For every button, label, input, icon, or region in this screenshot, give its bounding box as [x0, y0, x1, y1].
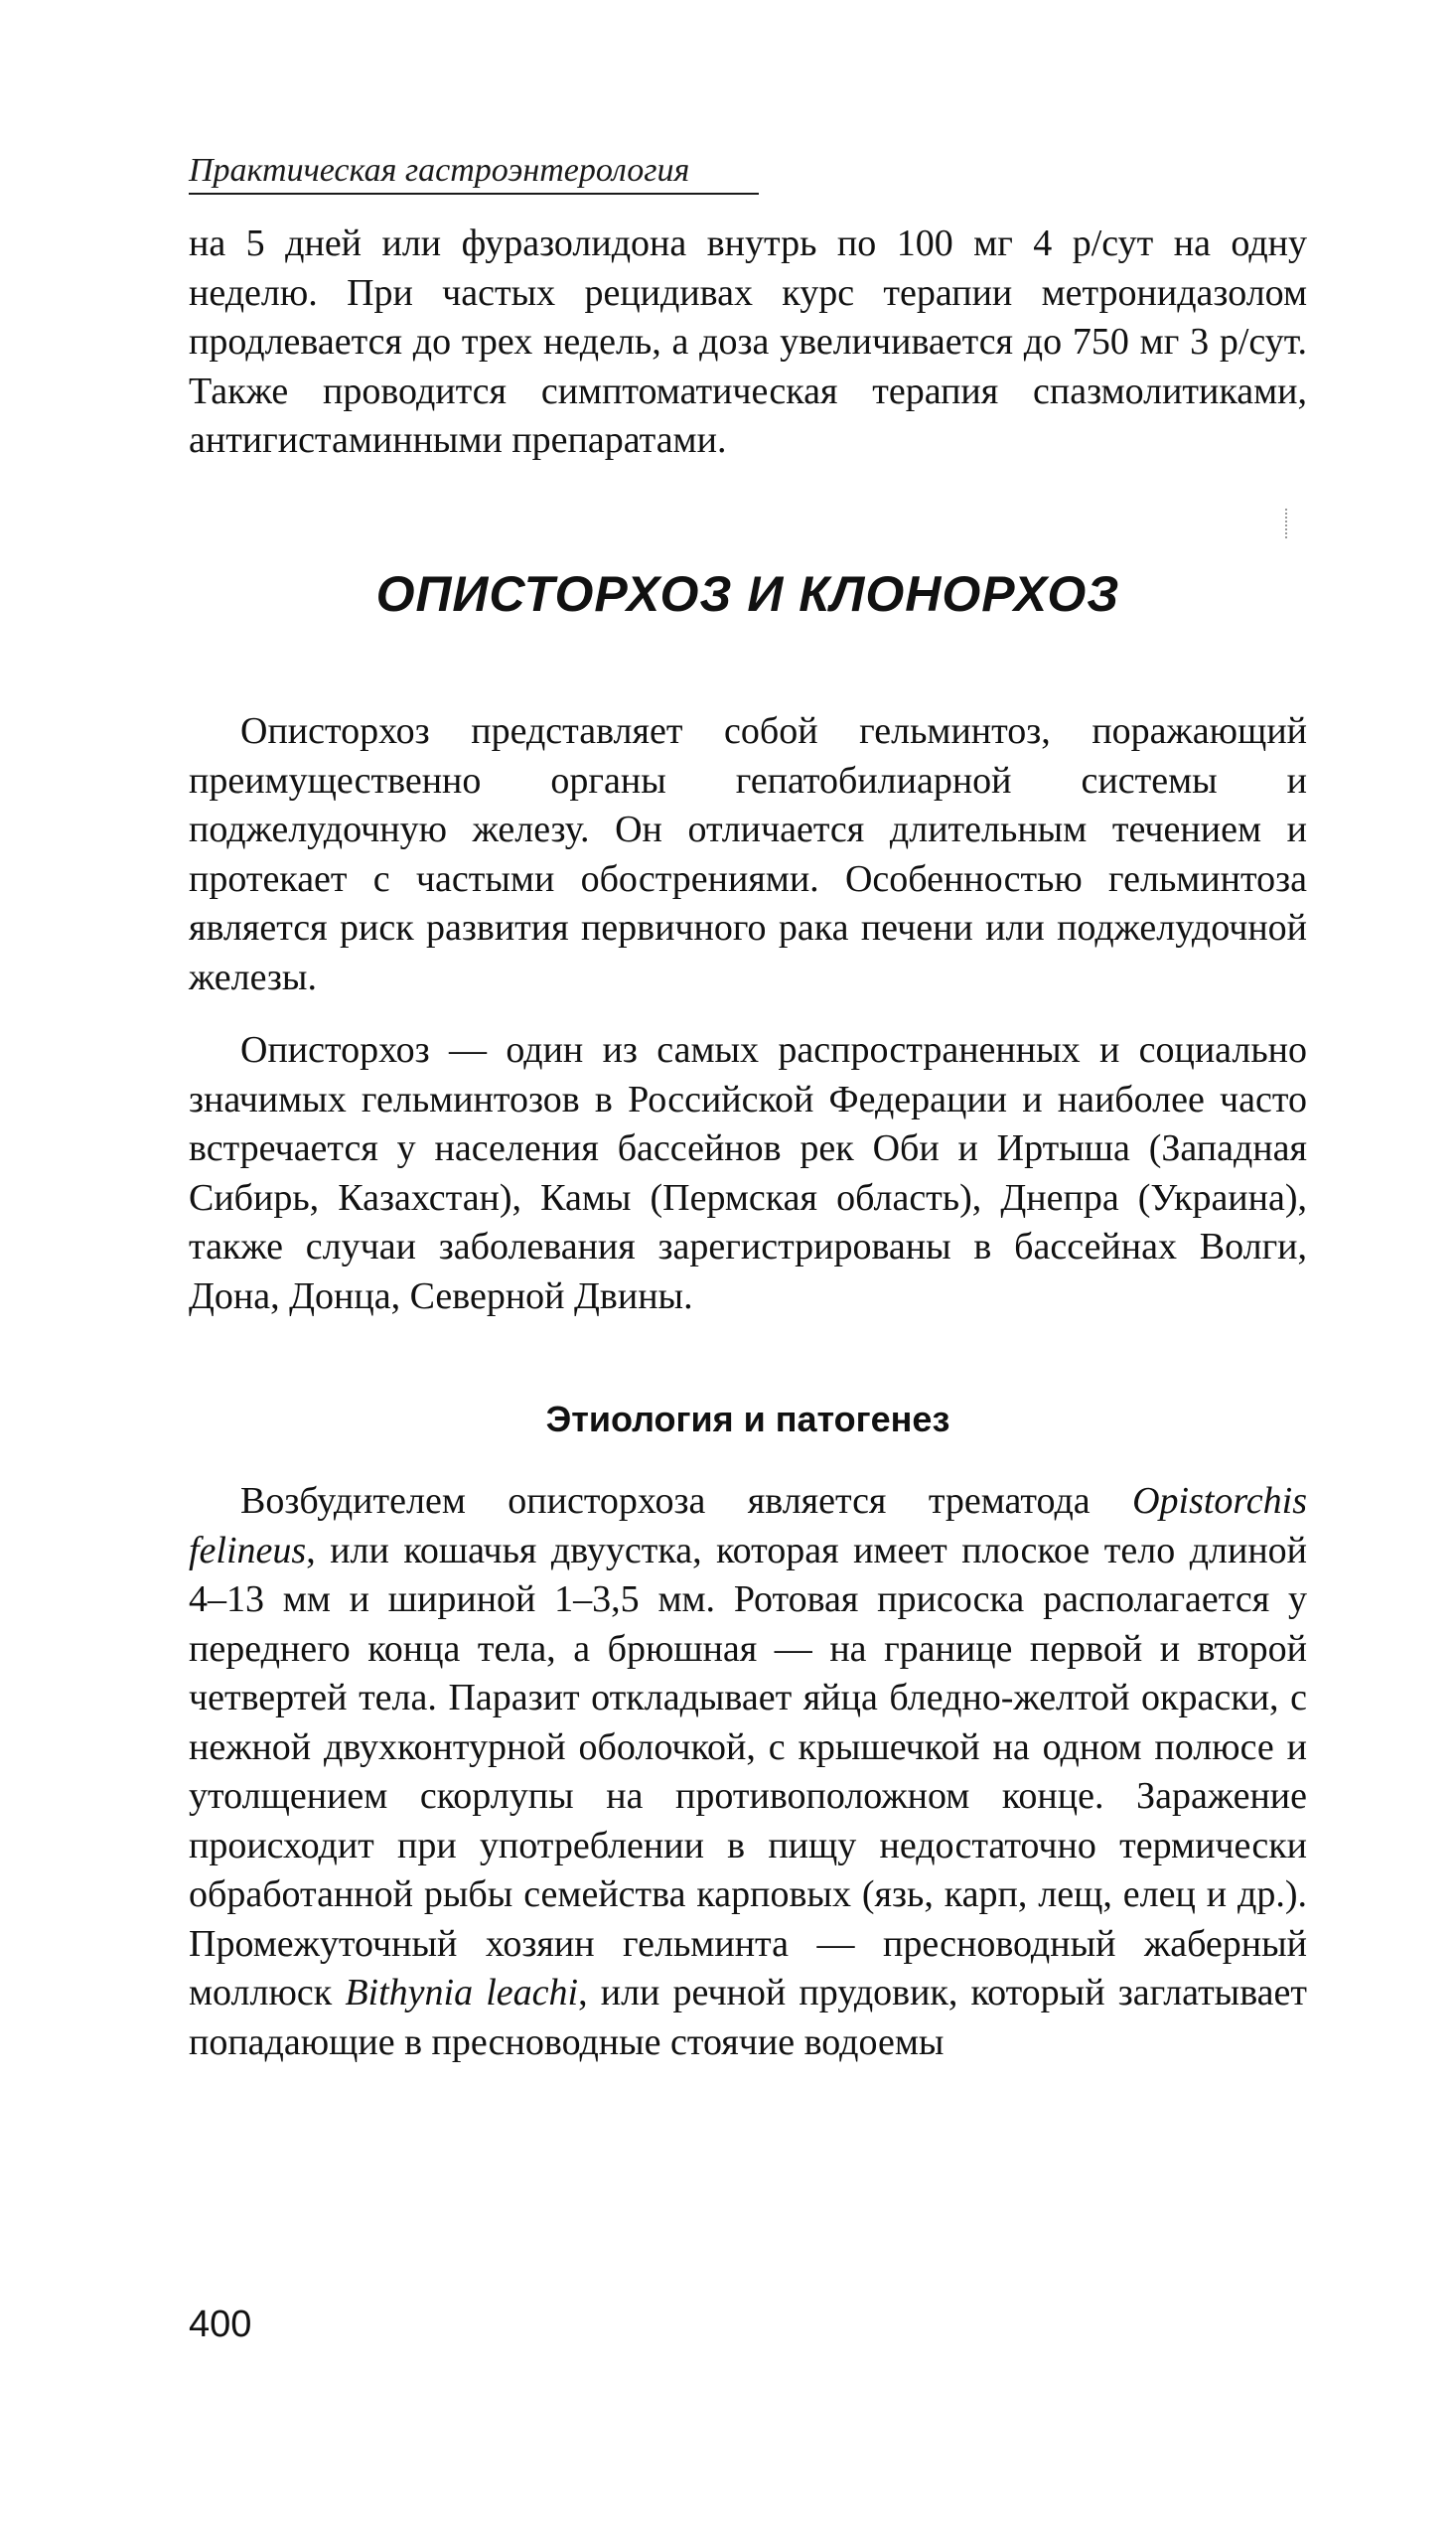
etiology-text-part-3: , или речной прудовик, который заглатывает попадающие в пресноводные стоячие водоемы	[189, 1972, 1307, 2063]
page-number: 400	[189, 2304, 252, 2345]
running-head: Практическая гастроэнтерология	[189, 151, 759, 195]
section-title: ОПИСТОРХОЗ И КЛОНОРХОЗ	[375, 566, 1120, 622]
intro-text	[189, 220, 1307, 466]
intro-paragraph: на 5 дней или фуразолидона внутрь по 100 мг 4 р/сут на одну неделю. При частых рецидивах курс терапии метронидазолом продлевается до трех недель, а доза увеличивается до 750 мг 3 р/сут. Также проводится симптоматическая терапия спазмолитиками, антигистаминными препаратами.	[189, 223, 1307, 461]
latin-species-name-1: Opistorchis felineus	[189, 1480, 1307, 1571]
paragraph-definition: Описторхоз представляет собой гельминтоз, поражающий преимущественно органы гепатобилиарной системы и поджелудочную железу. Он отличается длительным течением и протекает с частыми обострениями. Особенностью гельминтоза является риск развития первичного рака печени или поджелудочной железы.	[189, 710, 1307, 998]
section-body	[189, 707, 1307, 1321]
subsection-title: Этиология и патогенез	[545, 1399, 950, 1439]
etiology-text-part-2: , или кошачья двуустка, которая имеет плоское тело длиной 4–13 мм и шириной 1–3,5 мм. Ротовая присоска располагается у переднего конца тела, а брюшная — на границе первой и второй четвертей тела. Паразит откладывает яйца бледно-желтой окраски, с нежной двухконтурной оболочкой, с крышечкой на одном полюсе и утолщением скорлупы на противоположном конце. Заражение происходит при употреблении в пищу недостаточно термически обработанной рыбы семейства карповых (язь, карп, лещ, елец и др.). Промежуточный хозяин гельминта — пресноводный жаберный моллюск	[189, 1529, 1307, 2013]
paragraph-prevalence: Описторхоз — один из самых распространенных и социально значимых гельминтозов в Российской Федерации и наиболее часто встречается у населения бассейнов рек Оби и Иртыша (Западная Сибирь, Казахстан), Камы (Пермская область), Днепра (Украина), также случаи заболевания зарегистрированы в бассейнах Волги, Дона, Донца, Северной Двины.	[189, 1029, 1307, 1317]
scan-artifact-mark	[1285, 509, 1289, 538]
etiology-body	[189, 1477, 1307, 2067]
etiology-text-part-1: Возбудителем описторхоза является трематода	[240, 1480, 1133, 1522]
latin-species-name-2: Bithynia leachi	[345, 1972, 579, 2013]
paragraph-etiology	[189, 1477, 1307, 2067]
